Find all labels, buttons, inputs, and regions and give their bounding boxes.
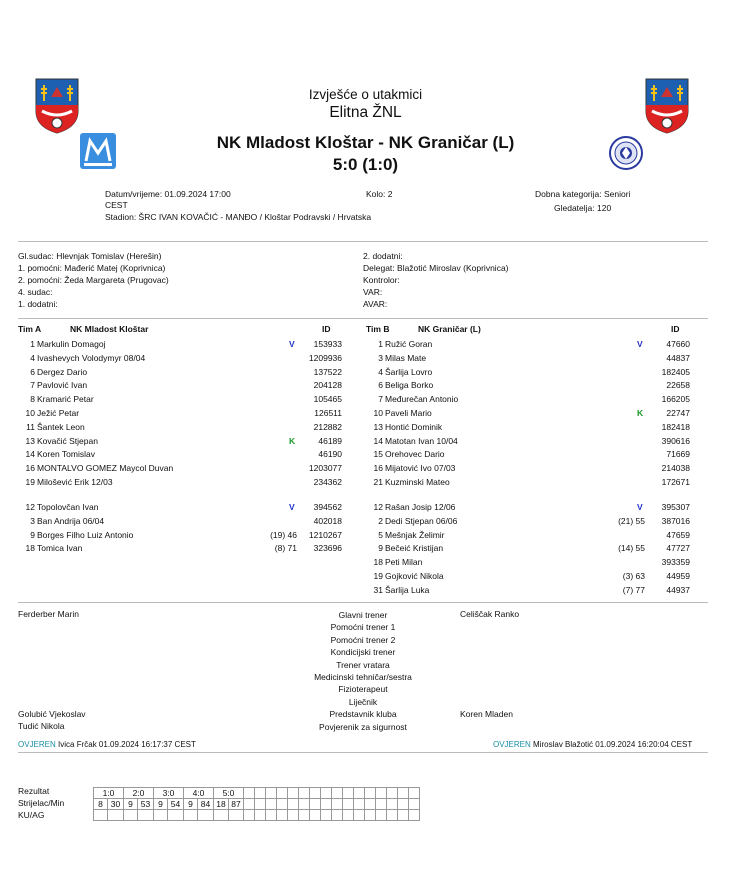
player-name: Milošević Erik 12/03 bbox=[37, 476, 113, 487]
player-row bbox=[366, 393, 692, 407]
team-b-starters bbox=[366, 338, 692, 490]
player-id: 166205 bbox=[661, 394, 690, 405]
result-cell: 5:0 bbox=[214, 788, 244, 799]
player-name: Paveli Mario bbox=[385, 407, 432, 418]
player-name: Bečeić Kristijan bbox=[385, 543, 444, 554]
player-number: 13 bbox=[373, 421, 383, 432]
team-a-name: NK Mladost Kloštar bbox=[70, 324, 149, 334]
match-datetime: Datum/vrijeme: 01.09.2024 17:00 bbox=[105, 189, 231, 199]
verification-left bbox=[18, 740, 196, 749]
player-name: Matotan Ivan 10/04 bbox=[385, 435, 458, 446]
empty-cell bbox=[398, 799, 409, 810]
player-name: Markulin Domagoj bbox=[37, 339, 106, 349]
player-row bbox=[366, 570, 692, 584]
empty-cell bbox=[299, 788, 310, 799]
empty-cell bbox=[244, 799, 255, 810]
ku-ag-cell bbox=[229, 810, 244, 821]
player-row bbox=[366, 379, 692, 393]
empty-cell bbox=[277, 810, 288, 821]
staff-role: Povjerenik za sigurnost bbox=[319, 721, 407, 732]
player-id: 393359 bbox=[661, 557, 690, 568]
empty-cell bbox=[387, 788, 398, 799]
player-number: 13 bbox=[25, 435, 35, 446]
player-id: 46190 bbox=[318, 449, 342, 460]
official-line: 2. dodatni: bbox=[363, 251, 403, 261]
player-number: 4 bbox=[30, 352, 35, 363]
player-name: Ružić Goran bbox=[385, 339, 433, 349]
official-line: AVAR: bbox=[363, 299, 388, 309]
ku-ag-cell bbox=[184, 810, 198, 821]
empty-cell bbox=[387, 799, 398, 810]
result-row-label: Rezultat bbox=[18, 786, 50, 796]
empty-cell bbox=[255, 810, 266, 821]
result-cell: 1:0 bbox=[94, 788, 124, 799]
ku-ag-cell bbox=[198, 810, 214, 821]
captain-mark: K bbox=[637, 407, 644, 418]
team-b-head-coach: Celiščak Ranko bbox=[460, 609, 520, 619]
scorer-number: 8 bbox=[94, 799, 108, 810]
player-row bbox=[18, 435, 348, 449]
empty-cell bbox=[266, 799, 277, 810]
player-row bbox=[18, 448, 348, 462]
scorer-number: 9 bbox=[184, 799, 198, 810]
team-b-name: NK Graničar (L) bbox=[418, 324, 481, 334]
player-number: 19 bbox=[25, 476, 35, 487]
empty-cell bbox=[376, 788, 387, 799]
result-cell: 3:0 bbox=[154, 788, 184, 799]
team-b-representative: Koren Mladen bbox=[460, 709, 513, 719]
official-line: Delegat: Blažotić Miroslav (Koprivnica) bbox=[363, 263, 509, 273]
scorer-number: 9 bbox=[154, 799, 168, 810]
scorer-row-label: Strijelac/Min bbox=[18, 798, 65, 808]
empty-cell bbox=[332, 788, 343, 799]
player-name: Rašan Josip 12/06 bbox=[385, 502, 456, 512]
player-row bbox=[366, 435, 692, 449]
staff-roles bbox=[263, 609, 463, 733]
divider bbox=[18, 602, 708, 603]
player-row bbox=[18, 515, 348, 529]
substitution-info: (14) 55 bbox=[618, 543, 645, 554]
divider bbox=[18, 318, 708, 319]
player-name: Šarlija Lovro bbox=[385, 366, 433, 377]
empty-cell bbox=[409, 788, 420, 799]
player-number: 16 bbox=[373, 463, 383, 474]
player-row bbox=[18, 379, 348, 393]
team-a-id-header: ID bbox=[322, 324, 331, 334]
goalkeeper-mark: V bbox=[289, 502, 295, 512]
scorer-number: 9 bbox=[124, 799, 138, 810]
team-a-head-coach: Ferderber Marin bbox=[18, 609, 79, 619]
player-row bbox=[18, 501, 348, 515]
player-number: 5 bbox=[378, 529, 383, 540]
player-row bbox=[366, 338, 692, 352]
divider bbox=[18, 241, 708, 242]
player-number: 4 bbox=[378, 366, 383, 377]
match-score: 5:0 (1:0) bbox=[332, 155, 399, 174]
player-name: Mešnjak Želimir bbox=[385, 529, 445, 540]
substitution-info: (8) 71 bbox=[274, 543, 297, 554]
player-number: 14 bbox=[373, 435, 383, 446]
player-id: 212882 bbox=[313, 421, 342, 432]
ku-ag-cell bbox=[168, 810, 184, 821]
player-number: 3 bbox=[378, 352, 383, 363]
player-number: 6 bbox=[30, 366, 35, 377]
team-a-substitutes bbox=[18, 501, 348, 556]
empty-cell bbox=[409, 799, 420, 810]
player-id: 394562 bbox=[313, 502, 342, 512]
player-number: 10 bbox=[373, 407, 383, 418]
player-id: 390616 bbox=[661, 435, 690, 446]
substitution-info: (3) 63 bbox=[622, 570, 645, 581]
player-id: 137522 bbox=[313, 366, 342, 377]
player-id: 22658 bbox=[666, 380, 690, 391]
empty-cell bbox=[244, 810, 255, 821]
player-name: Ježić Petar bbox=[37, 407, 80, 418]
empty-cell bbox=[255, 799, 266, 810]
officials-left bbox=[18, 250, 169, 310]
player-row bbox=[18, 366, 348, 380]
player-id: 22747 bbox=[666, 407, 690, 418]
empty-cell bbox=[310, 810, 321, 821]
ku-ag-row-label: KU/AG bbox=[18, 810, 45, 820]
verified-by: Ivica Frčak 01.09.2024 16:17:37 CEST bbox=[58, 740, 196, 749]
empty-cell bbox=[409, 810, 420, 821]
result-cell: 2:0 bbox=[124, 788, 154, 799]
empty-cell bbox=[332, 799, 343, 810]
player-name: Dedi Stjepan 06/06 bbox=[385, 515, 458, 526]
empty-cell bbox=[354, 788, 365, 799]
player-number: 16 bbox=[25, 463, 35, 474]
player-name: Šarlija Luka bbox=[385, 584, 430, 595]
ku-ag-cell bbox=[214, 810, 229, 821]
player-row bbox=[366, 542, 692, 556]
player-id: 182418 bbox=[661, 421, 690, 432]
age-category: Dobna kategorija: Seniori bbox=[535, 189, 631, 199]
player-id: 153933 bbox=[313, 339, 342, 349]
captain-mark: K bbox=[289, 435, 296, 446]
official-line: 1. pomoćni: Mađerić Matej (Koprivnica) bbox=[18, 263, 166, 273]
scorer-minute: 87 bbox=[229, 799, 244, 810]
substitution-info: (7) 77 bbox=[622, 584, 645, 595]
player-id: 182405 bbox=[661, 366, 690, 377]
spectators: Gledatelja: 120 bbox=[554, 203, 612, 213]
player-name: Borges Filho Luiz Antonio bbox=[37, 529, 134, 540]
staff-role: Kondicijski trener bbox=[330, 647, 396, 658]
player-id: 1203077 bbox=[308, 463, 342, 474]
empty-cell bbox=[244, 788, 255, 799]
official-line: 1. dodatni: bbox=[18, 299, 58, 309]
player-row bbox=[18, 476, 348, 490]
player-id: 71669 bbox=[666, 449, 690, 460]
empty-cell bbox=[365, 810, 376, 821]
scorer-minute: 53 bbox=[138, 799, 154, 810]
empty-cell bbox=[266, 788, 277, 799]
player-id: 234362 bbox=[313, 476, 342, 487]
player-number: 12 bbox=[25, 502, 35, 512]
player-name: Kramarić Petar bbox=[37, 394, 94, 405]
player-number: 9 bbox=[30, 529, 35, 540]
official-line: VAR: bbox=[363, 287, 383, 297]
player-number: 18 bbox=[373, 557, 383, 568]
player-id: 44959 bbox=[666, 570, 690, 581]
scorer-minute: 84 bbox=[198, 799, 214, 810]
goalkeeper-mark: V bbox=[289, 339, 295, 349]
official-line: Kontrolor: bbox=[363, 275, 400, 285]
player-id: 47659 bbox=[666, 529, 690, 540]
player-name: Hontić Dominik bbox=[385, 421, 443, 432]
player-row bbox=[18, 462, 348, 476]
empty-cell bbox=[288, 810, 299, 821]
player-number: 11 bbox=[26, 421, 35, 432]
empty-cell bbox=[343, 810, 354, 821]
player-number: 1 bbox=[30, 339, 35, 349]
player-row bbox=[18, 407, 348, 421]
player-id: 323696 bbox=[313, 543, 342, 554]
player-name: Koren Tomislav bbox=[37, 449, 95, 460]
player-number: 7 bbox=[378, 394, 383, 405]
player-number: 21 bbox=[373, 476, 383, 487]
player-name: Kovačić Stjepan bbox=[37, 435, 98, 446]
result-cell: 4:0 bbox=[184, 788, 214, 799]
ku-ag-cell bbox=[94, 810, 108, 821]
empty-cell bbox=[266, 810, 277, 821]
empty-cell bbox=[343, 788, 354, 799]
substitution-info: (21) 55 bbox=[618, 515, 645, 526]
empty-cell bbox=[288, 799, 299, 810]
player-row bbox=[18, 338, 348, 352]
official-line: 2. pomoćni: Žeda Margareta (Prugovac) bbox=[18, 275, 169, 285]
competition-name: Elitna ŽNL bbox=[329, 104, 402, 121]
staff-role: Glavni trener bbox=[338, 610, 388, 620]
empty-cell bbox=[398, 788, 409, 799]
ku-ag-cell bbox=[124, 810, 138, 821]
player-row bbox=[366, 556, 692, 570]
empty-cell bbox=[299, 799, 310, 810]
staff-role: Fizioterapeut bbox=[338, 684, 388, 695]
result-grid bbox=[93, 787, 420, 821]
player-row bbox=[366, 421, 692, 435]
player-name: MONTALVO GOMEZ Maycol Duvan bbox=[37, 463, 174, 474]
verified-status: OVJEREN bbox=[18, 740, 56, 749]
player-number: 9 bbox=[378, 543, 383, 554]
player-number: 6 bbox=[378, 380, 383, 391]
player-name: Topolovčan Ivan bbox=[37, 502, 99, 512]
player-row bbox=[18, 393, 348, 407]
player-row bbox=[366, 407, 692, 421]
team-a-starters bbox=[18, 338, 348, 490]
player-name: Mijatović Ivo 07/03 bbox=[385, 463, 456, 474]
player-row bbox=[366, 515, 692, 529]
player-number: 14 bbox=[25, 449, 35, 460]
player-id: 46189 bbox=[318, 435, 342, 446]
report-title: Izvješće o utakmici bbox=[308, 87, 423, 102]
staff-role: Medicinski tehničar/sestra bbox=[314, 672, 412, 683]
player-id: 204128 bbox=[313, 380, 342, 391]
player-id: 47660 bbox=[666, 339, 690, 349]
scorer-minute: 54 bbox=[168, 799, 184, 810]
player-id: 1209936 bbox=[308, 352, 342, 363]
scorer-minute: 30 bbox=[108, 799, 124, 810]
ku-ag-cell bbox=[108, 810, 124, 821]
verified-by: Miroslav Blažotić 01.09.2024 16:20:04 CEST bbox=[533, 740, 693, 749]
player-name: Gojković Nikola bbox=[385, 570, 444, 581]
empty-cell bbox=[288, 788, 299, 799]
player-number: 18 bbox=[25, 543, 35, 554]
ku-ag-cell bbox=[154, 810, 168, 821]
player-name: Peti Milan bbox=[385, 557, 423, 568]
match-timezone: CEST bbox=[105, 200, 128, 210]
player-row bbox=[366, 352, 692, 366]
goalkeeper-mark: V bbox=[637, 339, 643, 349]
empty-cell bbox=[255, 788, 266, 799]
empty-cell bbox=[354, 799, 365, 810]
verification-right bbox=[493, 740, 692, 749]
player-name: Beliga Borko bbox=[385, 380, 434, 391]
player-name: Tomica Ivan bbox=[37, 543, 83, 554]
empty-cell bbox=[321, 799, 332, 810]
player-name: Međurečan Antonio bbox=[385, 394, 459, 405]
empty-cell bbox=[310, 799, 321, 810]
empty-cell bbox=[299, 810, 310, 821]
player-id: 44937 bbox=[666, 584, 690, 595]
player-id: 105465 bbox=[313, 394, 342, 405]
match-round: Kolo: 2 bbox=[366, 189, 393, 199]
empty-cell bbox=[277, 788, 288, 799]
player-name: Ban Andrija 06/04 bbox=[37, 515, 105, 526]
team-b-id-header: ID bbox=[671, 324, 680, 334]
player-number: 10 bbox=[25, 407, 35, 418]
player-name: Pavlović Ivan bbox=[37, 380, 88, 391]
player-number: 8 bbox=[30, 394, 35, 405]
player-id: 402018 bbox=[313, 515, 342, 526]
team-a-representative: Golubić Vjekoslav bbox=[18, 709, 86, 719]
player-name: Orehovec Dario bbox=[385, 449, 445, 460]
player-row bbox=[366, 448, 692, 462]
player-id: 126511 bbox=[314, 407, 342, 418]
player-row bbox=[366, 476, 692, 490]
player-number: 15 bbox=[373, 449, 383, 460]
empty-cell bbox=[343, 799, 354, 810]
empty-cell bbox=[376, 810, 387, 821]
scorer-number: 18 bbox=[214, 799, 229, 810]
verified-status: OVJEREN bbox=[493, 740, 531, 749]
officials-right bbox=[363, 250, 509, 310]
player-id: 214038 bbox=[661, 463, 690, 474]
player-row bbox=[18, 529, 348, 543]
player-row bbox=[366, 501, 692, 515]
player-row bbox=[18, 421, 348, 435]
official-line: Gl.sudac: Hlevnjak Tomislav (Herešin) bbox=[18, 251, 162, 261]
substitution-info: (19) 46 bbox=[270, 529, 297, 540]
player-id: 47727 bbox=[666, 543, 690, 554]
empty-cell bbox=[310, 788, 321, 799]
staff-role: Liječnik bbox=[348, 696, 378, 707]
official-line: 4. sudac: bbox=[18, 287, 53, 297]
player-number: 31 bbox=[373, 584, 383, 595]
player-name: Dergez Dario bbox=[37, 366, 88, 377]
player-number: 7 bbox=[30, 380, 35, 391]
match-teams: NK Mladost Kloštar - NK Graničar (L) bbox=[216, 133, 515, 152]
player-name: Kuzminski Mateo bbox=[385, 476, 450, 487]
player-id: 44837 bbox=[666, 352, 690, 363]
player-id: 395307 bbox=[661, 502, 690, 512]
staff-role: Pomoćni trener 1 bbox=[330, 622, 396, 633]
player-row bbox=[366, 366, 692, 380]
player-number: 12 bbox=[373, 502, 383, 512]
empty-cell bbox=[321, 788, 332, 799]
result-grid-labels bbox=[18, 785, 64, 821]
player-name: Milas Mate bbox=[385, 352, 427, 363]
player-number: 19 bbox=[373, 570, 383, 581]
player-id: 1210267 bbox=[308, 529, 342, 540]
player-id: 172671 bbox=[661, 476, 690, 487]
empty-cell bbox=[365, 799, 376, 810]
player-row bbox=[366, 529, 692, 543]
team-a-label: Tim A bbox=[18, 324, 42, 334]
staff-role: Predstavnik kluba bbox=[329, 709, 397, 720]
team-b-substitutes bbox=[366, 501, 692, 598]
goalkeeper-mark: V bbox=[637, 502, 643, 512]
staff-role: Trener vratara bbox=[336, 659, 390, 670]
player-name: Šantek Leon bbox=[37, 421, 85, 432]
empty-cell bbox=[321, 810, 332, 821]
divider bbox=[18, 752, 708, 753]
player-row bbox=[366, 462, 692, 476]
player-row bbox=[18, 542, 348, 556]
ku-ag-cell bbox=[138, 810, 154, 821]
empty-cell bbox=[277, 799, 288, 810]
staff-role: Pomoćni trener 2 bbox=[330, 634, 396, 645]
team-b-label: Tim B bbox=[366, 324, 390, 334]
match-stadium: Stadion: ŠRC IVAN KOVAČIĆ - MANĐO / Kloštar Podravski / Hrvatska bbox=[105, 212, 372, 222]
empty-cell bbox=[365, 788, 376, 799]
empty-cell bbox=[332, 810, 343, 821]
player-number: 3 bbox=[30, 515, 35, 526]
empty-cell bbox=[354, 810, 365, 821]
player-row bbox=[18, 352, 348, 366]
player-number: 1 bbox=[378, 339, 383, 349]
team-a-security-officer: Tudić Nikola bbox=[18, 721, 65, 731]
player-row bbox=[366, 584, 692, 598]
player-name: Ivashevych Volodymyr 08/04 bbox=[37, 352, 146, 363]
player-number: 2 bbox=[378, 515, 383, 526]
empty-cell bbox=[398, 810, 409, 821]
empty-cell bbox=[387, 810, 398, 821]
player-id: 387016 bbox=[661, 515, 690, 526]
empty-cell bbox=[376, 799, 387, 810]
